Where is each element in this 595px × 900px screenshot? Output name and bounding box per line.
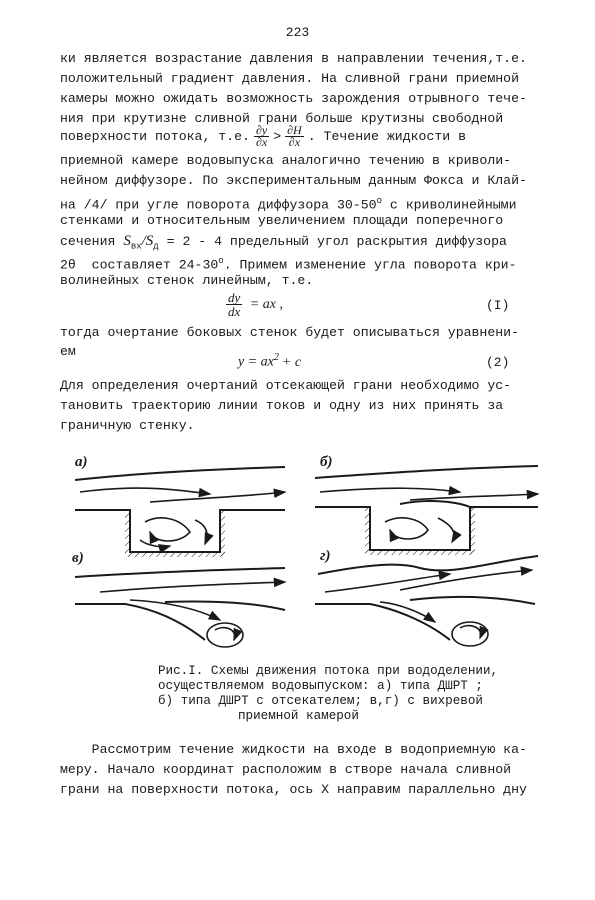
panel-label-v: в) (72, 550, 84, 566)
fraction-denominator: ∂x (255, 135, 268, 150)
figure-caption-line: приемной камерой (238, 709, 359, 723)
fraction-numerator: ∂y (255, 123, 268, 138)
text-fragment: сечения (60, 234, 124, 249)
figure-caption-line: б) типа ДШРТ с отсекателем; в,г) с вихревой (158, 694, 483, 708)
fraction-dy-dx (226, 291, 242, 318)
equation-1-number: (I) (486, 298, 510, 313)
flow-schemes-figure (70, 452, 540, 652)
equation-lhs: y = ax (238, 354, 274, 370)
flow-schemes-drawing (70, 452, 540, 652)
text-fragment: . Течение жидкости в (307, 129, 467, 144)
greater-than-sign: > (273, 129, 282, 144)
fraction-dh-dx (285, 125, 304, 148)
area-symbol: /S (141, 233, 154, 249)
text-line: меру. Начало координат расположим в створе начала сливной (60, 762, 512, 777)
fraction-denominator: dx (228, 304, 241, 319)
subscript: д (153, 241, 159, 252)
fraction-numerator: dy (228, 290, 241, 305)
text-line: волинейных стенок линейным, т.е. (60, 273, 314, 288)
panel-g-scheme (315, 556, 538, 646)
text-line: положительный градиент давления. На сливной грани приемной (60, 71, 519, 86)
panel-label-b: б) (320, 454, 333, 470)
equation-2-number: (2) (486, 355, 510, 370)
text-line: нейном диффузоре. По экспериментальным данным Фокса и Клай- (60, 173, 527, 188)
text-line: ем (60, 344, 76, 359)
panel-label-g: г) (320, 548, 331, 564)
text-line: камеры можно ожидать возможность зарождения отрывного тече- (60, 91, 527, 106)
subscript: вх (130, 241, 142, 252)
text-fragment: на /4/ при угле поворота диффузора 30-50 (60, 197, 377, 213)
text-fragment: . Примем изменение угла поворота кри- (223, 257, 517, 273)
panel-label-a: а) (75, 454, 88, 470)
panel-a-scheme (75, 467, 285, 557)
text-fragment: поверхности потока, т.е. (60, 129, 250, 144)
text-line: тогда очертание боковых стенок будет описываться уравнени- (60, 325, 519, 340)
text-line: граничную стенку. (60, 418, 195, 433)
text-fragment: с криволинейными (381, 197, 517, 213)
text-line: Рассмотрим течение жидкости на входе в водоприемную ка- (60, 742, 527, 757)
equation-rhs: = ax , (249, 296, 283, 312)
text-line-with-fractions (60, 124, 560, 150)
degree-superscript: о (376, 196, 382, 206)
text-line: стенками и относительным увеличением площади поперечного (60, 213, 504, 228)
figure-caption-line: Рис.I. Схемы движения потока при вододелении, (158, 664, 499, 678)
text-line: ния при крутизне сливной грани больше крутизны свободной (60, 111, 504, 126)
fraction-dy-dx (254, 125, 269, 148)
text-line: Для определения очертаний отсекающей грани необходимо ус- (60, 378, 512, 393)
text-line: грани на поверхности потока, ось X направим параллельно дну (60, 782, 527, 797)
text-fragment: 2θ составляет 24-30 (60, 257, 219, 273)
page-number: 223 (285, 25, 310, 40)
degree-superscript: о (218, 256, 224, 266)
equation-1 (226, 291, 283, 318)
text-line: тановить траекторию линии токов и одну из них принять за (60, 398, 504, 413)
figure-caption-line: осуществляемом водовыпуском: а) типа ДШРТ ; (158, 679, 483, 693)
fraction-numerator: ∂H (287, 123, 302, 138)
equation-2 (238, 352, 301, 371)
fraction-denominator: ∂x (288, 135, 301, 150)
panel-b-scheme (315, 466, 538, 555)
panel-v-scheme (75, 568, 285, 647)
text-line: приемной камере водовыпуска аналогично течению в криволи- (60, 153, 512, 168)
area-symbol: S (123, 233, 131, 249)
equation-rhs: + c (281, 354, 302, 370)
equation-exponent: 2 (273, 352, 279, 363)
text-fragment: = 2 - 4 предельный угол раскрытия диффузора (158, 234, 507, 249)
text-line: ки является возрастание давления в направлении течения,т.е. (60, 51, 527, 66)
